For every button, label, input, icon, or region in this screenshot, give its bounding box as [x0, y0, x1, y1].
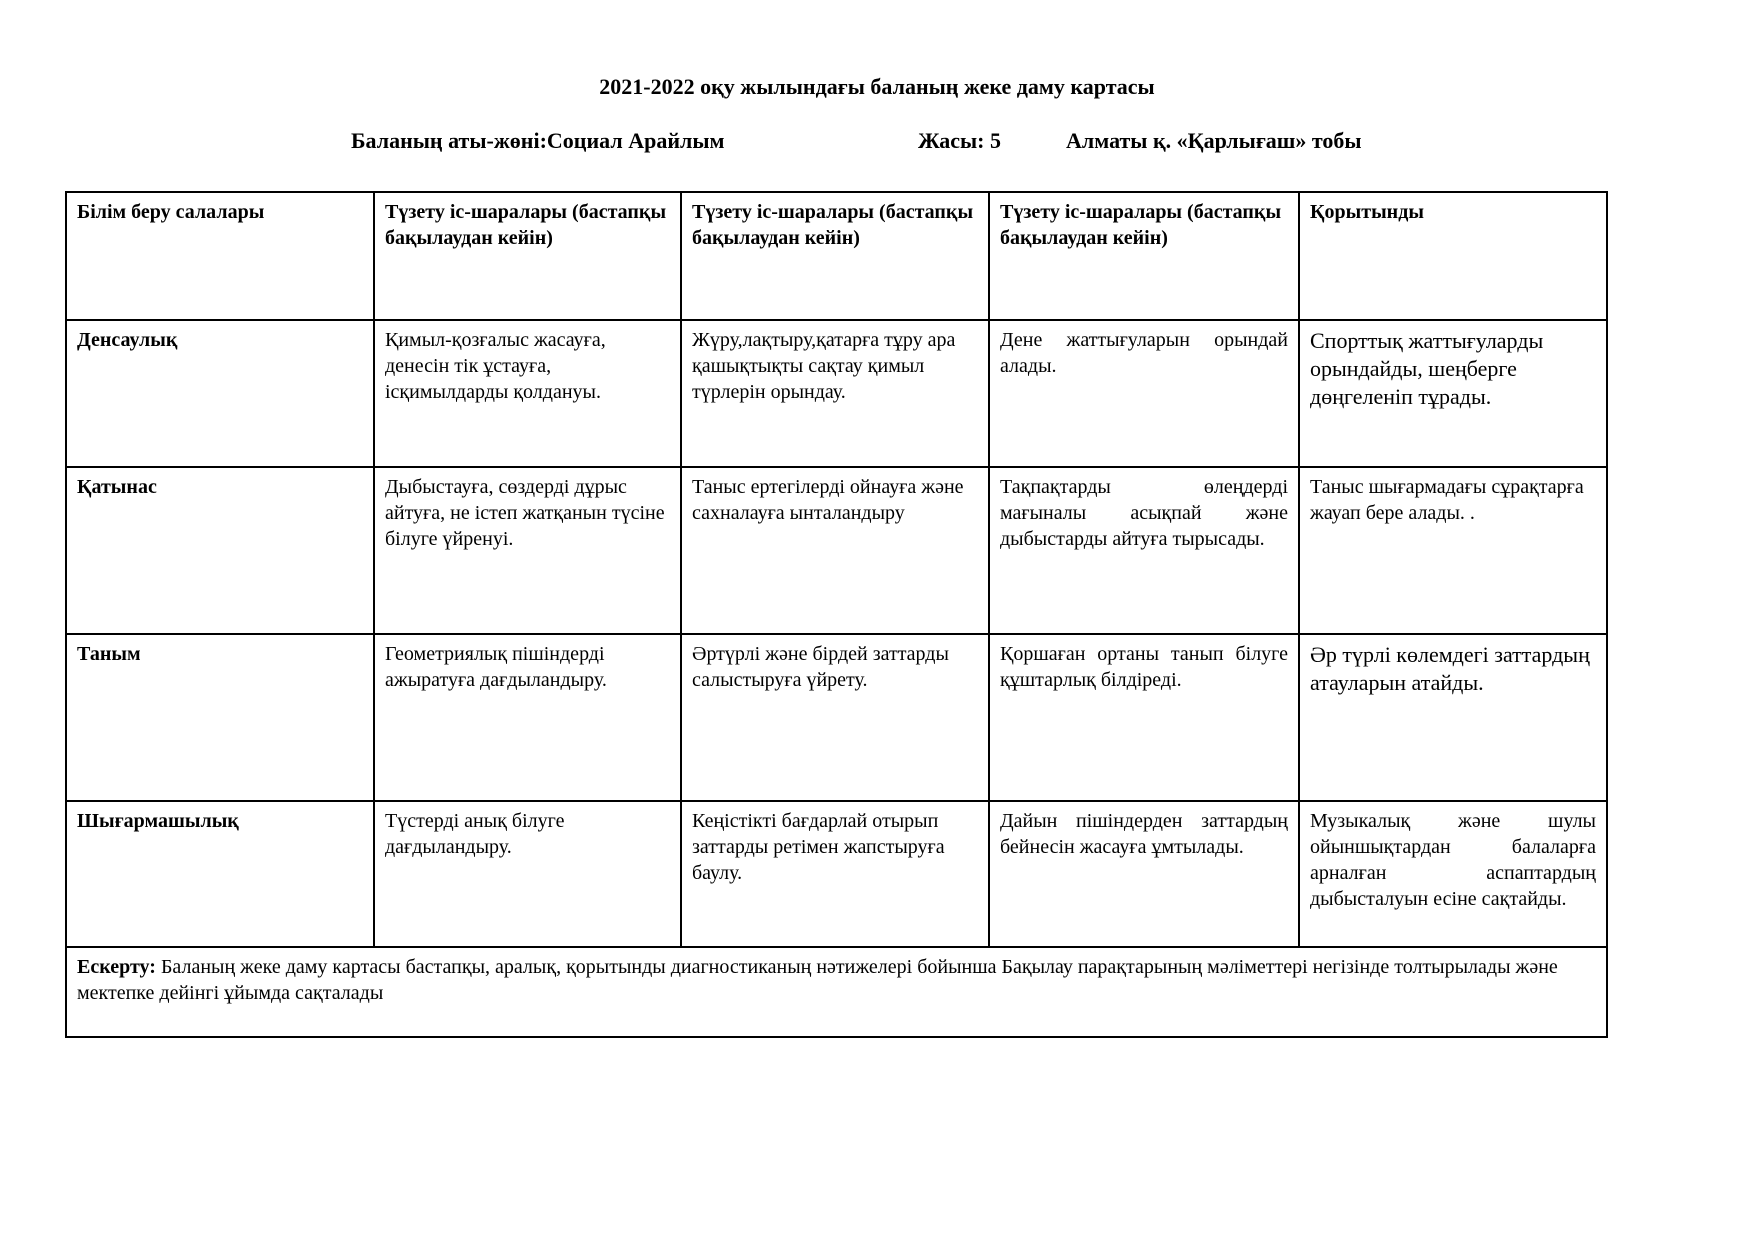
result-cell: Спорттық жаттығуларды орындайды, шеңберге дөңгеленіп тұрады. — [1299, 320, 1607, 467]
area-cell: Шығармашылық — [66, 801, 374, 947]
note-label: Ескерту: — [77, 956, 156, 978]
result-cell: Таныс шығармадағы сұрақтарға жауап бере алады. . — [1299, 467, 1607, 634]
table-row — [66, 320, 1607, 467]
table-row — [66, 801, 1607, 947]
result-cell: Әр түрлі көлемдегі заттардың атауларын атайды. — [1299, 634, 1607, 801]
table-cell: Қоршаған ортаны танып білуге құштарлық білдіреді. — [989, 634, 1299, 801]
header-cell: Түзету іс-шаралары (бастапқы бақылаудан кейін) — [989, 192, 1299, 320]
header-cell: Қорытынды — [1299, 192, 1607, 320]
note-cell — [66, 947, 1607, 1037]
development-map-table — [65, 191, 1608, 1038]
table-cell: Геометриялық пішіндерді ажыратуға дағдыландыру. — [374, 634, 681, 801]
area-cell: Қатынас — [66, 467, 374, 634]
result-cell: Музыкалық және шулы ойыншықтардан балаларға арналған аспаптардың дыбысталуын есіне сақтайды. — [1299, 801, 1607, 947]
table-cell: Дайын пішіндерден заттардың бейнесін жасауға ұмтылады. — [989, 801, 1299, 947]
table-cell: Тақпақтарды өлеңдерді мағыналы асықпай және дыбыстарды айтуға тырысады. — [989, 467, 1299, 634]
area-cell: Денсаулық — [66, 320, 374, 467]
header-cell: Түзету іс-шаралары (бастапқы бақылаудан кейін) — [681, 192, 989, 320]
header-cell: Білім беру салалары — [66, 192, 374, 320]
table-cell: Әртүрлі және бірдей заттарды салыстыруға үйрету. — [681, 634, 989, 801]
table-cell: Қимыл-қозғалыс жасауға, денесін тік ұстауға, ісқимылдарды қолдануы. — [374, 320, 681, 467]
table-cell: Жүру,лақтыру,қатарға тұру ара қашықтықты сақтау қимыл түрлерін орындау. — [681, 320, 989, 467]
table-cell: Таныс ертегілерді ойнауға және сахналауға ынталандыру — [681, 467, 989, 634]
child-group: Алматы қ. «Қарлығаш» тобы — [1066, 128, 1362, 153]
table-cell: Дене жаттығуларын орындай алады. — [989, 320, 1299, 467]
child-age: Жасы: 5 — [918, 128, 1001, 153]
document-title: 2021-2022 оқу жылындағы баланың жеке даму картасы — [599, 74, 1155, 99]
table-cell: Түстерді анық білуге дағдыландыру. — [374, 801, 681, 947]
child-name: Баланың аты-жөні:Социал Арайлым — [351, 128, 725, 153]
table-cell: Кеңістікті бағдарлай отырып заттарды ретімен жапстыруға баулу. — [681, 801, 989, 947]
note-text: Баланың жеке даму картасы бастапқы, аралық, қорытынды диагностиканың нәтижелері бойынша Бақылау парақтарының мәліметтері негізінде толтырылады және мектепке дейінгі ұйымда сақталады — [77, 956, 1558, 1004]
table-row — [66, 467, 1607, 634]
header-cell: Түзету іс-шаралары (бастапқы бақылаудан кейін) — [374, 192, 681, 320]
table-cell: Дыбыстауға, сөздерді дұрыс айтуға, не істеп жатқанын түсіне білуге үйренуі. — [374, 467, 681, 634]
note-row — [66, 947, 1607, 1037]
area-cell: Таным — [66, 634, 374, 801]
table-row — [66, 634, 1607, 801]
table-header-row — [66, 192, 1607, 320]
